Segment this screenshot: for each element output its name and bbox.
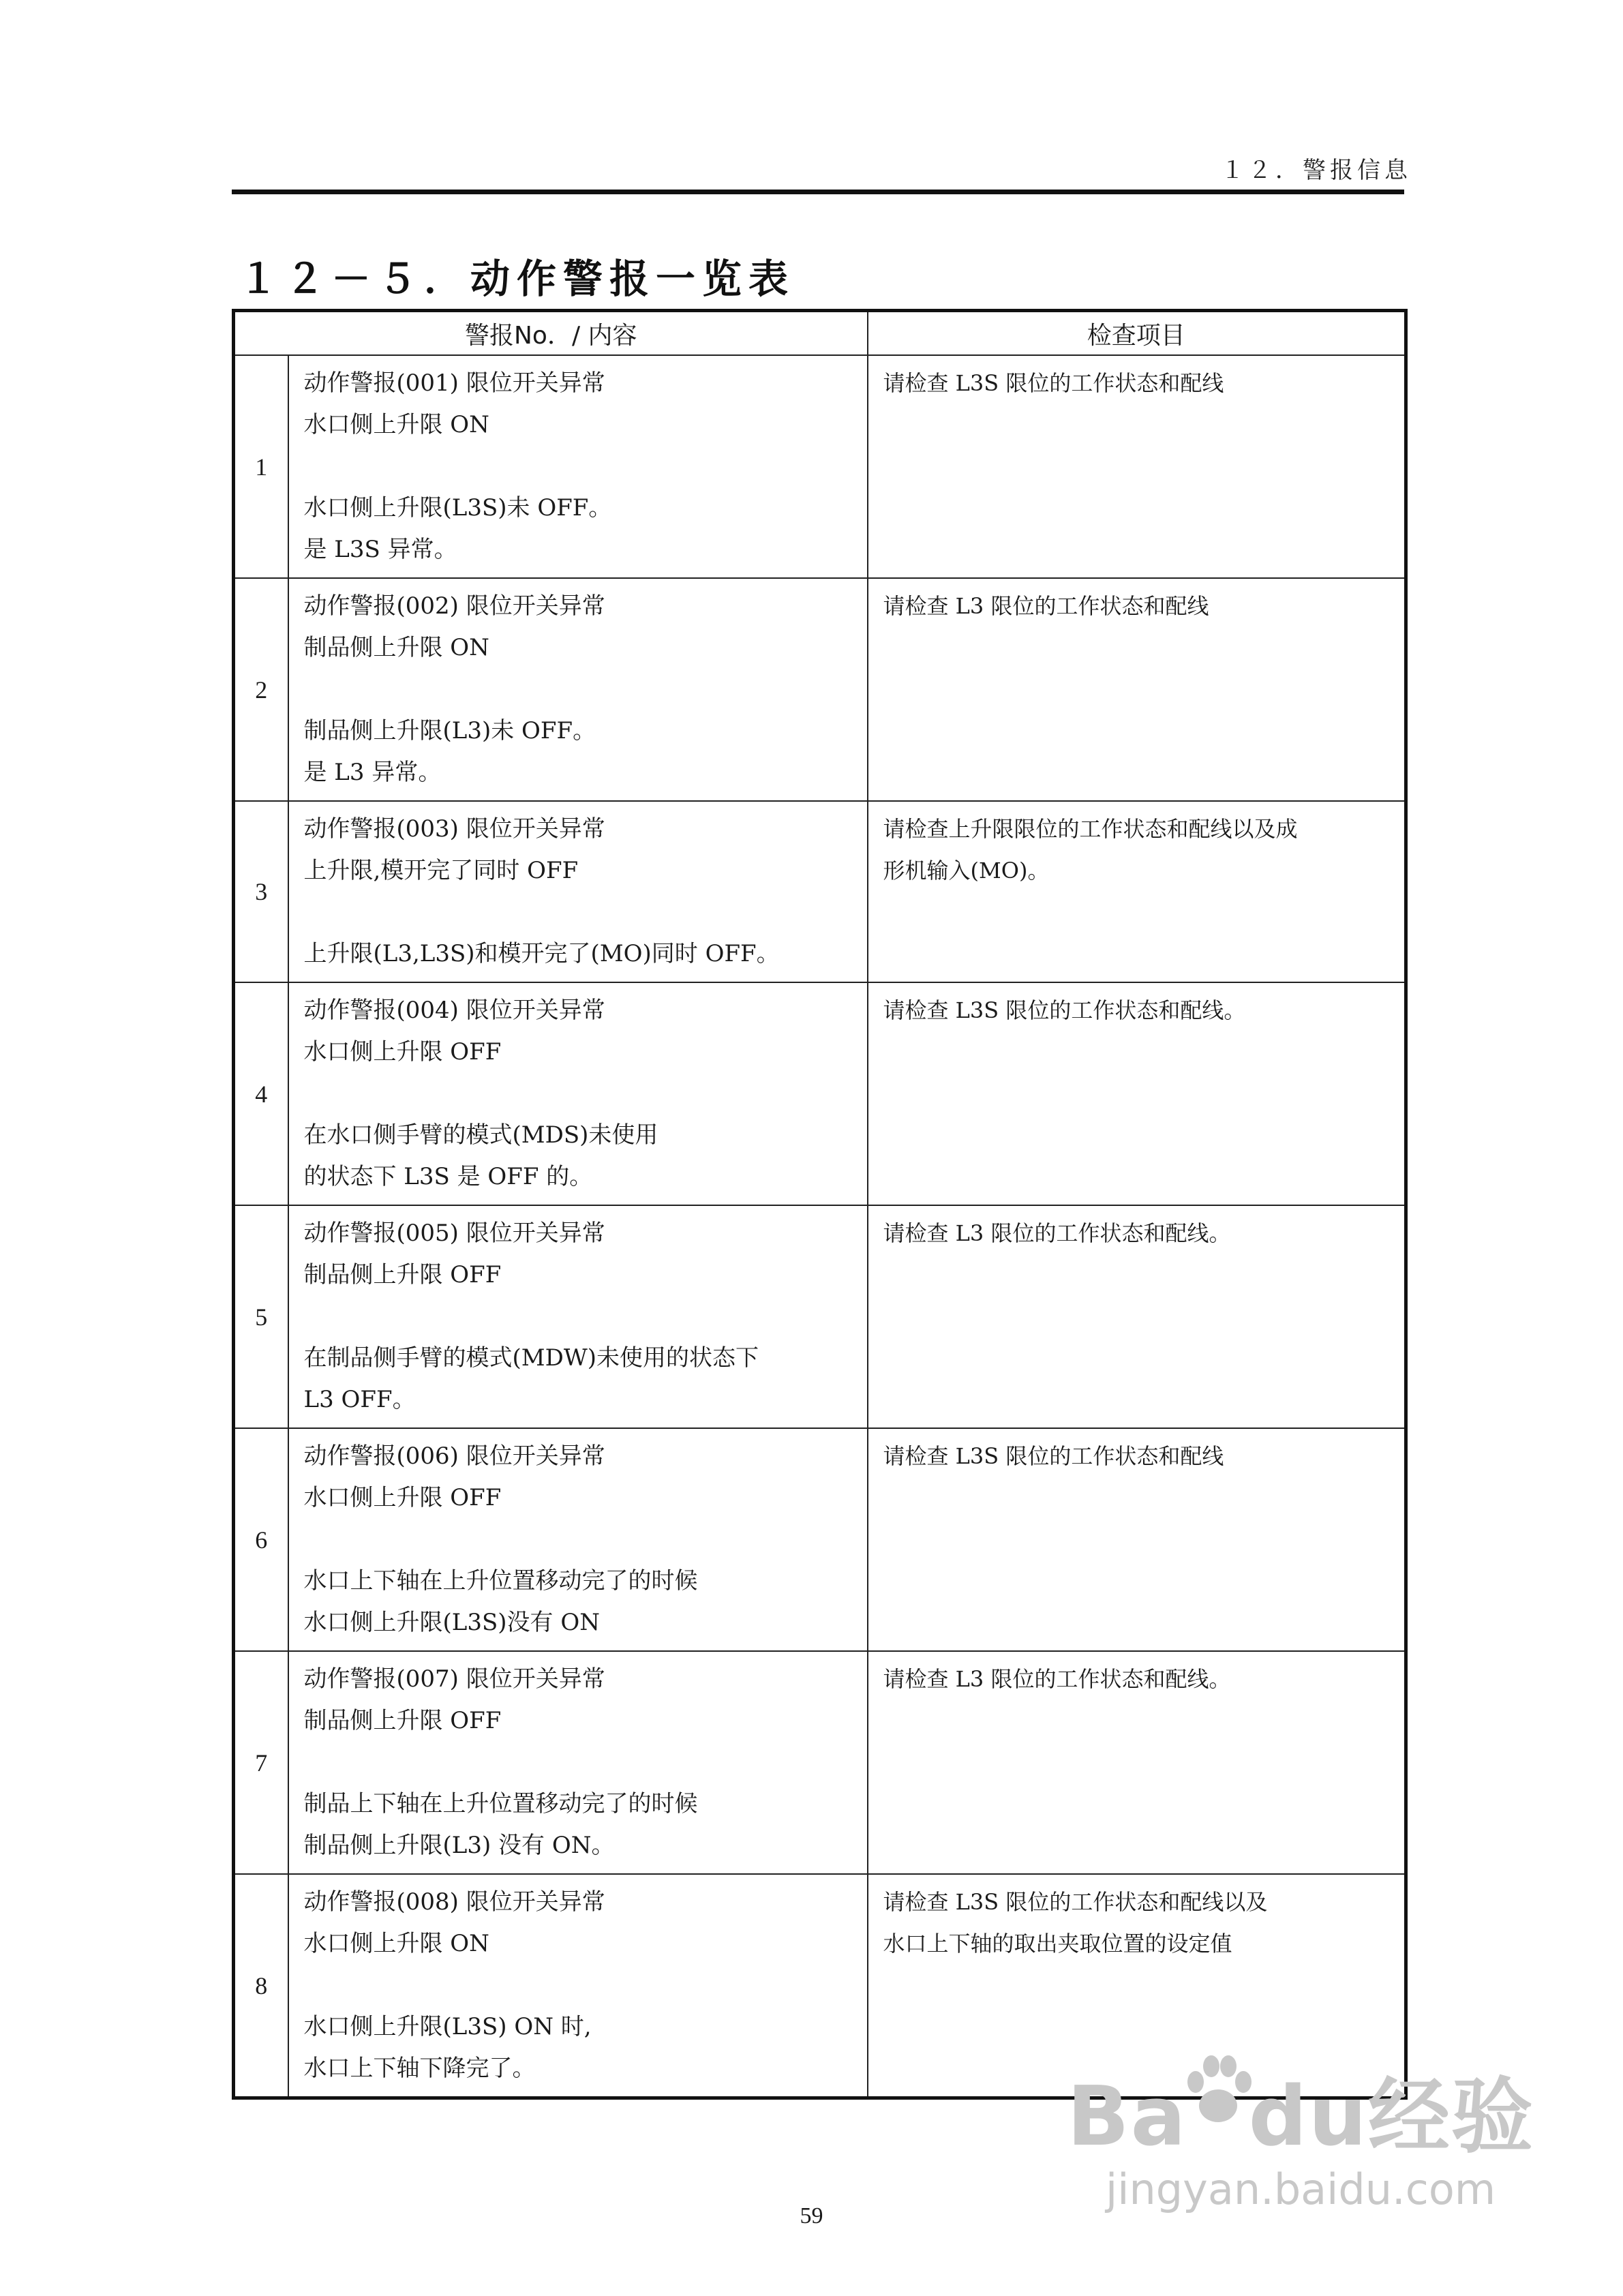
alarm-row bbox=[234, 1428, 1406, 1651]
alarm-content-line bbox=[304, 1742, 852, 1783]
check-item-line: 水口上下轴的取出夹取位置的设定值 bbox=[883, 1931, 1232, 1957]
alarm-number: 7 bbox=[234, 1651, 288, 1874]
check-item-line: 形机输入(MO)。 bbox=[883, 858, 1050, 883]
watermark-brand bbox=[1067, 2051, 1534, 2169]
alarm-content-line: 动作警报(005) 限位开关异常 bbox=[303, 1220, 605, 1247]
alarm-content-line: 动作警报(006) 限位开关异常 bbox=[303, 1442, 605, 1470]
watermark-brand-left: Ba bbox=[1067, 2070, 1187, 2164]
alarm-number: 6 bbox=[234, 1428, 288, 1651]
alarm-content-line: 制品侧上升限 OFF bbox=[303, 1261, 502, 1288]
alarm-row bbox=[234, 801, 1406, 982]
check-item bbox=[868, 1428, 1406, 1651]
check-item-line: 请检查 L3 限位的工作状态和配线 bbox=[883, 593, 1209, 619]
alarm-content-line: 水口上下轴在上升位置移动完了的时候 bbox=[303, 1567, 698, 1595]
header-check-items: 检查项目 bbox=[868, 311, 1406, 356]
alarm-content-line: 动作警报(004) 限位开关异常 bbox=[303, 997, 605, 1024]
alarm-row bbox=[234, 578, 1406, 801]
check-item-line: 请检查 L3 限位的工作状态和配线。 bbox=[883, 1220, 1231, 1246]
alarm-content-line: 水口侧上升限 OFF bbox=[303, 1038, 502, 1066]
check-item-line: 请检查 L3 限位的工作状态和配线。 bbox=[883, 1666, 1231, 1692]
alarm-row bbox=[234, 1205, 1406, 1428]
alarm-content bbox=[288, 1205, 868, 1428]
check-item bbox=[868, 355, 1406, 578]
alarm-content-line: 是 L3 异常。 bbox=[303, 759, 442, 786]
check-item-line: 请检查 L3S 限位的工作状态和配线以及 bbox=[883, 1889, 1268, 1915]
alarm-content bbox=[288, 982, 868, 1205]
watermark-brand-mid: du bbox=[1248, 2070, 1368, 2164]
alarm-content-line: 水口侧上升限(L3S) ON 时, bbox=[303, 2013, 592, 2040]
alarm-content-line: 水口侧上升限(L3S)未 OFF。 bbox=[303, 494, 612, 522]
alarm-number: 4 bbox=[234, 982, 288, 1205]
alarm-content-line bbox=[304, 1296, 852, 1338]
alarm-content-line: 制品侧上升限(L3)未 OFF。 bbox=[303, 717, 596, 744]
alarm-table bbox=[232, 309, 1408, 2100]
alarm-number: 1 bbox=[234, 355, 288, 578]
alarm-content-line bbox=[304, 1073, 852, 1115]
alarm-content-line: 水口侧上升限(L3S)没有 ON bbox=[303, 1609, 600, 1636]
alarm-content-line: 动作警报(003) 限位开关异常 bbox=[303, 815, 605, 843]
alarm-content-line: 上升限,模开完了同时 OFF bbox=[303, 857, 579, 884]
alarm-content bbox=[288, 1428, 868, 1651]
header-rule bbox=[232, 190, 1404, 194]
alarm-content-line bbox=[304, 892, 852, 933]
alarm-content-line: 上升限(L3,L3S)和模开完了(MO)同时 OFF。 bbox=[303, 940, 780, 967]
section-title: １２－５．动作警报一览表 bbox=[239, 256, 795, 302]
alarm-content-line: 在水口侧手臂的模式(MDS)未使用 bbox=[303, 1121, 658, 1149]
alarm-row bbox=[234, 982, 1406, 1205]
watermark bbox=[1067, 2051, 1534, 2214]
alarm-content bbox=[288, 801, 868, 982]
header-alarm-content: 警报No．/ 内容 bbox=[234, 311, 868, 356]
alarm-content-line bbox=[304, 669, 852, 710]
alarm-content-line bbox=[304, 1965, 852, 2006]
alarm-content-line bbox=[304, 1519, 852, 1560]
alarm-content-line: 动作警报(008) 限位开关异常 bbox=[303, 1888, 605, 1916]
alarm-content bbox=[288, 1874, 868, 2098]
alarm-content-line bbox=[304, 446, 852, 487]
alarm-content-line: 制品侧上升限 OFF bbox=[303, 1707, 502, 1734]
alarm-content-line: 水口侧上升限 ON bbox=[303, 411, 489, 438]
alarm-content-line: 制品上下轴在上升位置移动完了的时候 bbox=[303, 1790, 698, 1817]
watermark-url: jingyan.baidu.com bbox=[1106, 2164, 1496, 2214]
alarm-content-line: 水口侧上升限 OFF bbox=[303, 1484, 502, 1511]
alarm-content bbox=[288, 355, 868, 578]
page-number: 59 bbox=[800, 2203, 823, 2229]
alarm-number: 2 bbox=[234, 578, 288, 801]
alarm-row bbox=[234, 1651, 1406, 1874]
alarm-content-line: 水口侧上升限 ON bbox=[303, 1930, 489, 1957]
check-item bbox=[868, 801, 1406, 982]
check-item bbox=[868, 578, 1406, 801]
chapter-header: １２．警报信息 bbox=[1221, 157, 1412, 184]
check-item bbox=[868, 1651, 1406, 1874]
alarm-number: 5 bbox=[234, 1205, 288, 1428]
alarm-content-line: 动作警报(002) 限位开关异常 bbox=[303, 592, 605, 620]
alarm-content bbox=[288, 1651, 868, 1874]
alarm-number: 8 bbox=[234, 1874, 288, 2098]
alarm-table-body bbox=[234, 355, 1406, 2098]
alarm-content-line: 制品侧上升限(L3) 没有 ON。 bbox=[303, 1832, 615, 1859]
check-item-line: 请检查 L3S 限位的工作状态和配线。 bbox=[883, 997, 1246, 1023]
alarm-content bbox=[288, 578, 868, 801]
alarm-content-line: 水口上下轴下降完了。 bbox=[303, 2055, 536, 2082]
alarm-content-line: 在制品侧手臂的模式(MDW)未使用的状态下 bbox=[303, 1344, 759, 1372]
alarm-row bbox=[234, 355, 1406, 578]
check-item-line: 请检查 L3S 限位的工作状态和配线 bbox=[883, 370, 1224, 396]
check-item-line: 请检查 L3S 限位的工作状态和配线 bbox=[883, 1443, 1224, 1469]
check-item bbox=[868, 982, 1406, 1205]
check-item-line: 请检查上升限限位的工作状态和配线以及成 bbox=[883, 816, 1298, 842]
alarm-content-line: 是 L3S 异常。 bbox=[303, 536, 457, 563]
alarm-content-line: L3 OFF。 bbox=[303, 1386, 416, 1413]
paw-icon bbox=[1181, 2051, 1256, 2153]
alarm-content-line: 制品侧上升限 ON bbox=[303, 634, 489, 661]
alarm-content-line: 的状态下 L3S 是 OFF 的。 bbox=[303, 1163, 593, 1190]
alarm-number: 3 bbox=[234, 801, 288, 982]
alarm-content-line: 动作警报(001) 限位开关异常 bbox=[303, 369, 605, 397]
check-item bbox=[868, 1205, 1406, 1428]
watermark-brand-right: 经验 bbox=[1368, 2070, 1534, 2164]
alarm-content-line: 动作警报(007) 限位开关异常 bbox=[303, 1665, 605, 1693]
